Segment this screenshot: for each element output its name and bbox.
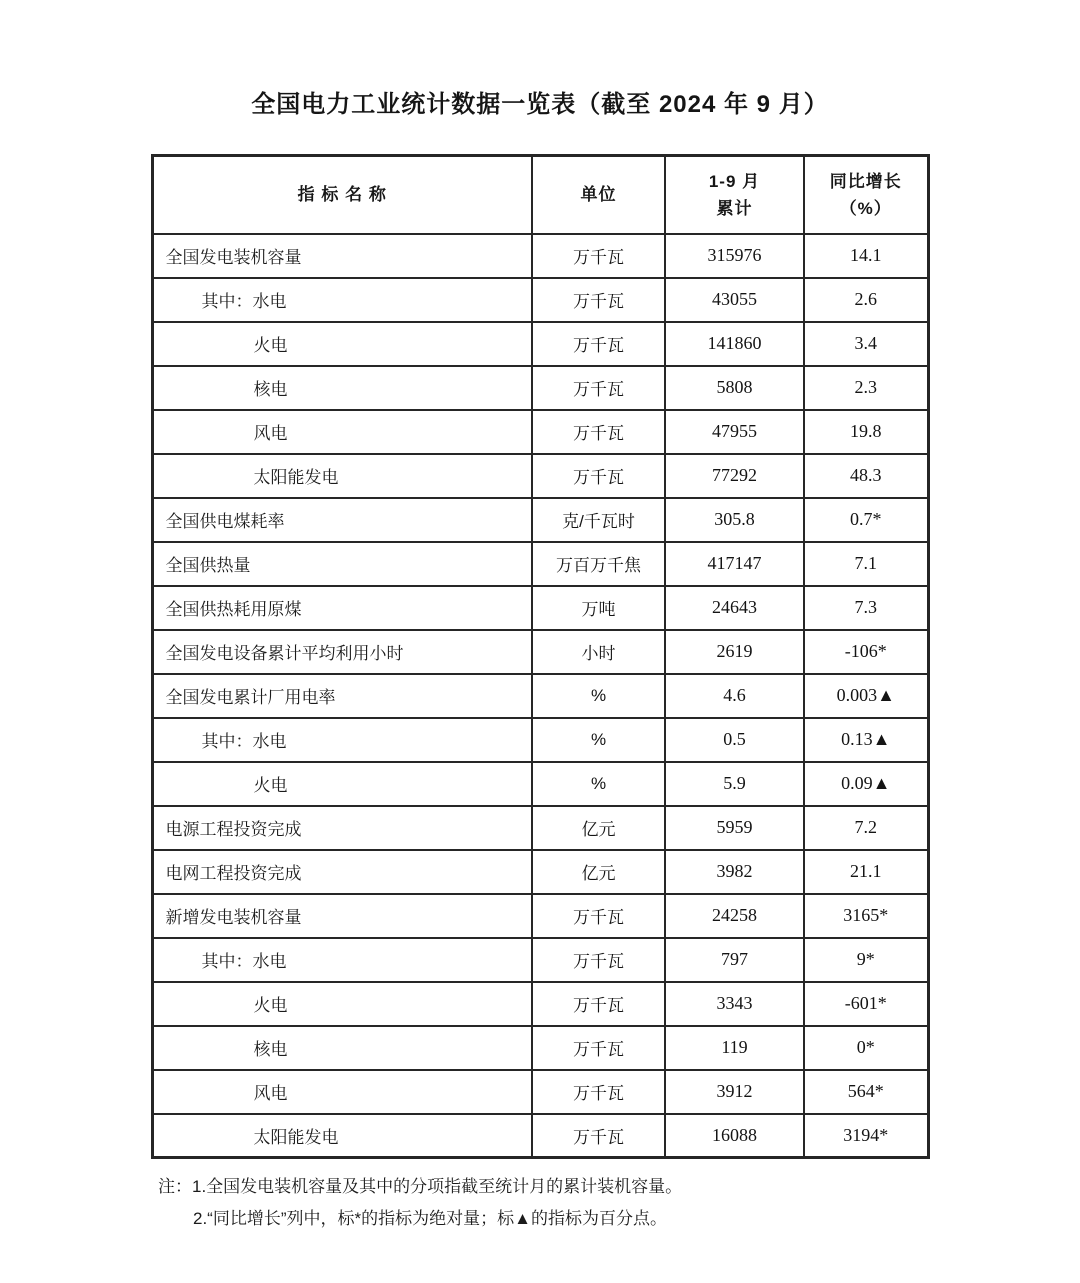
table-row [152, 762, 928, 806]
table-row [152, 542, 928, 586]
table-row [152, 586, 928, 630]
header-period-line2: 累计 [716, 198, 753, 218]
table-header-row [152, 156, 928, 234]
cumulative-value-cell: 5959 [665, 806, 804, 850]
yoy-growth-cell: 7.2 [804, 806, 928, 850]
table-row [152, 1114, 928, 1158]
unit-cell: 万千瓦 [532, 234, 665, 278]
table-row [152, 718, 928, 762]
header-period-line1: 1-9 月 [708, 171, 761, 191]
unit-cell: 万千瓦 [532, 322, 665, 366]
indicator-name-cell: 全国发电装机容量 [152, 234, 532, 278]
unit-cell: 亿元 [532, 850, 665, 894]
indicator-name-cell: 火电 [152, 762, 532, 806]
cumulative-value-cell: 3982 [665, 850, 804, 894]
cumulative-value-cell: 47955 [665, 410, 804, 454]
unit-cell: 万百万千焦 [532, 542, 665, 586]
header-yoy-line1: 同比增长 [829, 171, 902, 191]
yoy-growth-cell: 2.6 [804, 278, 928, 322]
indicator-name-cell: 全国供热量 [152, 542, 532, 586]
cumulative-value-cell: 0.5 [665, 718, 804, 762]
unit-cell: 万千瓦 [532, 894, 665, 938]
header-period-cumulative [665, 156, 804, 234]
indicator-name-cell: 全国发电累计厂用电率 [152, 674, 532, 718]
table-row [152, 1026, 928, 1070]
indicator-name-cell: 太阳能发电 [152, 454, 532, 498]
cumulative-value-cell: 77292 [665, 454, 804, 498]
indicator-name-cell: 新增发电装机容量 [152, 894, 532, 938]
yoy-growth-cell: 0.13▲ [804, 718, 928, 762]
table-body [152, 234, 928, 1158]
unit-cell: 克/千瓦时 [532, 498, 665, 542]
unit-cell: 万千瓦 [532, 1070, 665, 1114]
table-row [152, 498, 928, 542]
header-yoy-line2: （%） [839, 198, 892, 218]
yoy-growth-cell: 0* [804, 1026, 928, 1070]
indicator-name-cell: 火电 [152, 322, 532, 366]
table-row [152, 410, 928, 454]
page-title: 全国电力工业统计数据一览表（截至 2024 年 9 月） [251, 91, 829, 118]
note-text-1: 1.全国发电装机容量及其中的分项指截至统计月的累计装机容量。 [192, 1177, 683, 1196]
cumulative-value-cell: 3343 [665, 982, 804, 1026]
yoy-growth-cell: 7.3 [804, 586, 928, 630]
unit-cell: 万千瓦 [532, 1026, 665, 1070]
indicator-name-cell: 其中：水电 [152, 278, 532, 322]
cumulative-value-cell: 4.6 [665, 674, 804, 718]
indicator-name-cell: 火电 [152, 982, 532, 1026]
note-prefix: 注： [158, 1177, 192, 1196]
yoy-growth-cell: 7.1 [804, 542, 928, 586]
cumulative-value-cell: 2619 [665, 630, 804, 674]
unit-cell: % [532, 718, 665, 762]
cumulative-value-cell: 797 [665, 938, 804, 982]
table-row [152, 982, 928, 1026]
table-row [152, 674, 928, 718]
table-row [152, 278, 928, 322]
cumulative-value-cell: 141860 [665, 322, 804, 366]
cumulative-value-cell: 43055 [665, 278, 804, 322]
table-row [152, 806, 928, 850]
unit-cell: % [532, 762, 665, 806]
cumulative-value-cell: 417147 [665, 542, 804, 586]
unit-cell: 万千瓦 [532, 982, 665, 1026]
yoy-growth-cell: 21.1 [804, 850, 928, 894]
table-row [152, 894, 928, 938]
cumulative-value-cell: 315976 [665, 234, 804, 278]
unit-cell: 万千瓦 [532, 278, 665, 322]
yoy-growth-cell: 14.1 [804, 234, 928, 278]
yoy-growth-cell: -601* [804, 982, 928, 1026]
indicator-name-cell: 风电 [152, 1070, 532, 1114]
indicator-name-cell: 全国供热耗用原煤 [152, 586, 532, 630]
table-row [152, 630, 928, 674]
yoy-growth-cell: 3165* [804, 894, 928, 938]
table-row [152, 1070, 928, 1114]
cumulative-value-cell: 24258 [665, 894, 804, 938]
unit-cell: 万千瓦 [532, 410, 665, 454]
unit-cell: % [532, 674, 665, 718]
note-text-2: 2.“同比增长”列中，标*的指标为绝对量；标▲的指标为百分点。 [193, 1209, 667, 1228]
unit-cell: 万千瓦 [532, 938, 665, 982]
yoy-growth-cell: 0.7* [804, 498, 928, 542]
table-row [152, 938, 928, 982]
stats-table [151, 154, 930, 1159]
table-row [152, 850, 928, 894]
table-row [152, 234, 928, 278]
cumulative-value-cell: 16088 [665, 1114, 804, 1158]
note-line-1 [158, 1171, 1080, 1203]
yoy-growth-cell: 564* [804, 1070, 928, 1114]
header-yoy-growth [804, 156, 928, 234]
cumulative-value-cell: 119 [665, 1026, 804, 1070]
indicator-name-cell: 其中：水电 [152, 938, 532, 982]
cumulative-value-cell: 24643 [665, 586, 804, 630]
yoy-growth-cell: 48.3 [804, 454, 928, 498]
footnotes [158, 1171, 1080, 1235]
yoy-growth-cell: 0.003▲ [804, 674, 928, 718]
yoy-growth-cell: 0.09▲ [804, 762, 928, 806]
unit-cell: 亿元 [532, 806, 665, 850]
yoy-growth-cell: 3.4 [804, 322, 928, 366]
cumulative-value-cell: 3912 [665, 1070, 804, 1114]
indicator-name-cell: 太阳能发电 [152, 1114, 532, 1158]
indicator-name-cell: 其中：水电 [152, 718, 532, 762]
cumulative-value-cell: 5808 [665, 366, 804, 410]
unit-cell: 万千瓦 [532, 366, 665, 410]
cumulative-value-cell: 305.8 [665, 498, 804, 542]
indicator-name-cell: 核电 [152, 366, 532, 410]
header-unit: 单位 [532, 156, 665, 234]
indicator-name-cell: 风电 [152, 410, 532, 454]
yoy-growth-cell: 2.3 [804, 366, 928, 410]
yoy-growth-cell: 19.8 [804, 410, 928, 454]
unit-cell: 万吨 [532, 586, 665, 630]
indicator-name-cell: 电源工程投资完成 [152, 806, 532, 850]
unit-cell: 小时 [532, 630, 665, 674]
header-indicator-name: 指 标 名 称 [152, 156, 532, 234]
note-line-2 [158, 1203, 1080, 1235]
cumulative-value-cell: 5.9 [665, 762, 804, 806]
indicator-name-cell: 核电 [152, 1026, 532, 1070]
unit-cell: 万千瓦 [532, 1114, 665, 1158]
yoy-growth-cell: 3194* [804, 1114, 928, 1158]
yoy-growth-cell: -106* [804, 630, 928, 674]
table-row [152, 366, 928, 410]
table-row [152, 322, 928, 366]
unit-cell: 万千瓦 [532, 454, 665, 498]
yoy-growth-cell: 9* [804, 938, 928, 982]
indicator-name-cell: 全国发电设备累计平均利用小时 [152, 630, 532, 674]
indicator-name-cell: 全国供电煤耗率 [152, 498, 532, 542]
table-row [152, 454, 928, 498]
indicator-name-cell: 电网工程投资完成 [152, 850, 532, 894]
